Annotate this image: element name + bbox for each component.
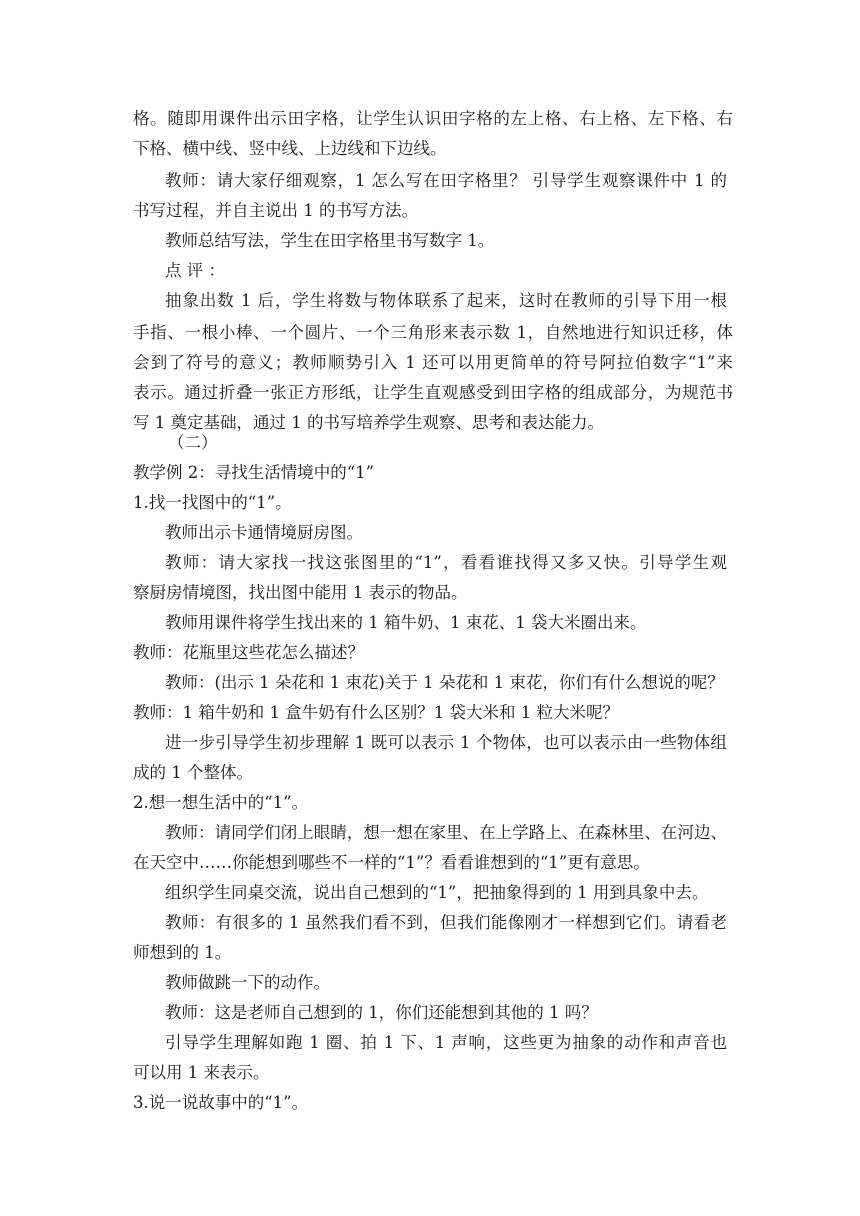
text-line: 组织学生同桌交流，说出自己想到的“1”，把抽象得到的 1 用到具象中去。 <box>165 883 709 902</box>
text-line: 教师：1 箱牛奶和 1 盒牛奶有什么区别？1 袋大米和 1 粒大米呢？ <box>133 703 619 722</box>
text-line: 教师用课件将学生找出来的 1 箱牛奶、1 束花、1 袋大米圈出来。 <box>165 613 647 632</box>
text-line: 成的 1 个整体。 <box>133 763 253 782</box>
text-line: 手指、一根小棒、一个圆片、一个三角形来表示数 1，自然地进行知识迁移，体 <box>133 323 733 342</box>
text-line: 进一步引导学生初步理解 1 既可以表示 1 个物体，也可以表示由一些物体组 <box>165 733 727 752</box>
text-line: 会到了符号的意义；教师顺势引入 1 还可以用更简单的符号阿拉伯数字“1”来 <box>133 353 733 372</box>
text-line: 表示。通过折叠一张正方形纸，让学生直观感受到田字格的组成部分，为规范书 <box>133 383 733 402</box>
text-line: 教师总结写法，学生在田字格里书写数字 1。 <box>165 231 495 250</box>
text-line: 格。随即用课件出示田字格，让学生认识田字格的左上格、右上格、左下格、右 <box>133 109 733 128</box>
text-line: 教师：请大家找一找这张图里的“1”，看看谁找得又多又快。引导学生观 <box>165 553 727 572</box>
text-line: 在天空中……你能想到哪些不一样的“1”？看看谁想到的“1”更有意思。 <box>133 853 650 872</box>
text-line: 教师：请大家仔细观察，1 怎么写在田字格里？ 引导学生观察课件中 1 的 <box>165 171 727 190</box>
text-line: 写 1 奠定基础，通过 1 的书写培养学生观察、思考和表达能力。 <box>133 413 604 432</box>
numbered-heading: 3.说一说故事中的“1”。 <box>133 1093 309 1112</box>
numbered-heading: 1.找一找图中的“1”。 <box>133 493 292 512</box>
numbered-heading: 2.想一想生活中的“1”。 <box>133 793 309 812</box>
text-line: 教师：(出示 1 朵花和 1 束花)关于 1 朵花和 1 束花，你们有什么想说的呢？ <box>165 673 724 692</box>
text-line: 可以用 1 来表示。 <box>133 1063 270 1082</box>
example-heading: 教学例 2：寻找生活情境中的“1” <box>133 463 375 482</box>
text-line: 教师：有很多的 1 虽然我们看不到，但我们能像刚才一样想到它们。请看老 <box>165 913 727 932</box>
text-line: 教师出示卡通情境厨房图。 <box>165 523 363 542</box>
text-line: 教师：花瓶里这些花怎么描述？ <box>133 643 364 662</box>
section-heading: （二） <box>168 433 218 452</box>
text-line: 师想到的 1。 <box>133 943 232 962</box>
text-line: 教师做跳一下的动作。 <box>165 973 330 992</box>
text-line: 察厨房情境图，找出图中能用 1 表示的物品。 <box>133 583 468 602</box>
text-line: 教师：请同学们闭上眼睛，想一想在家里、在上学路上、在森林里、在河边、 <box>165 823 727 842</box>
text-line: 书写过程，并自主说出 1 的书写方法。 <box>133 201 418 220</box>
annotation-heading: 点 评 ： <box>165 261 225 280</box>
text-line: 下格、横中线、竖中线、上边线和下边线。 <box>133 139 447 158</box>
text-line: 教师：这是老师自己想到的 1，你们还能想到其他的 1 吗？ <box>165 1003 598 1022</box>
text-line: 引导学生理解如跑 1 圈、拍 1 下、1 声响，这些更为抽象的动作和声音也 <box>165 1033 727 1052</box>
text-line: 抽象出数 1 后，学生将数与物体联系了起来，这时在教师的引导下用一根 <box>165 291 727 310</box>
